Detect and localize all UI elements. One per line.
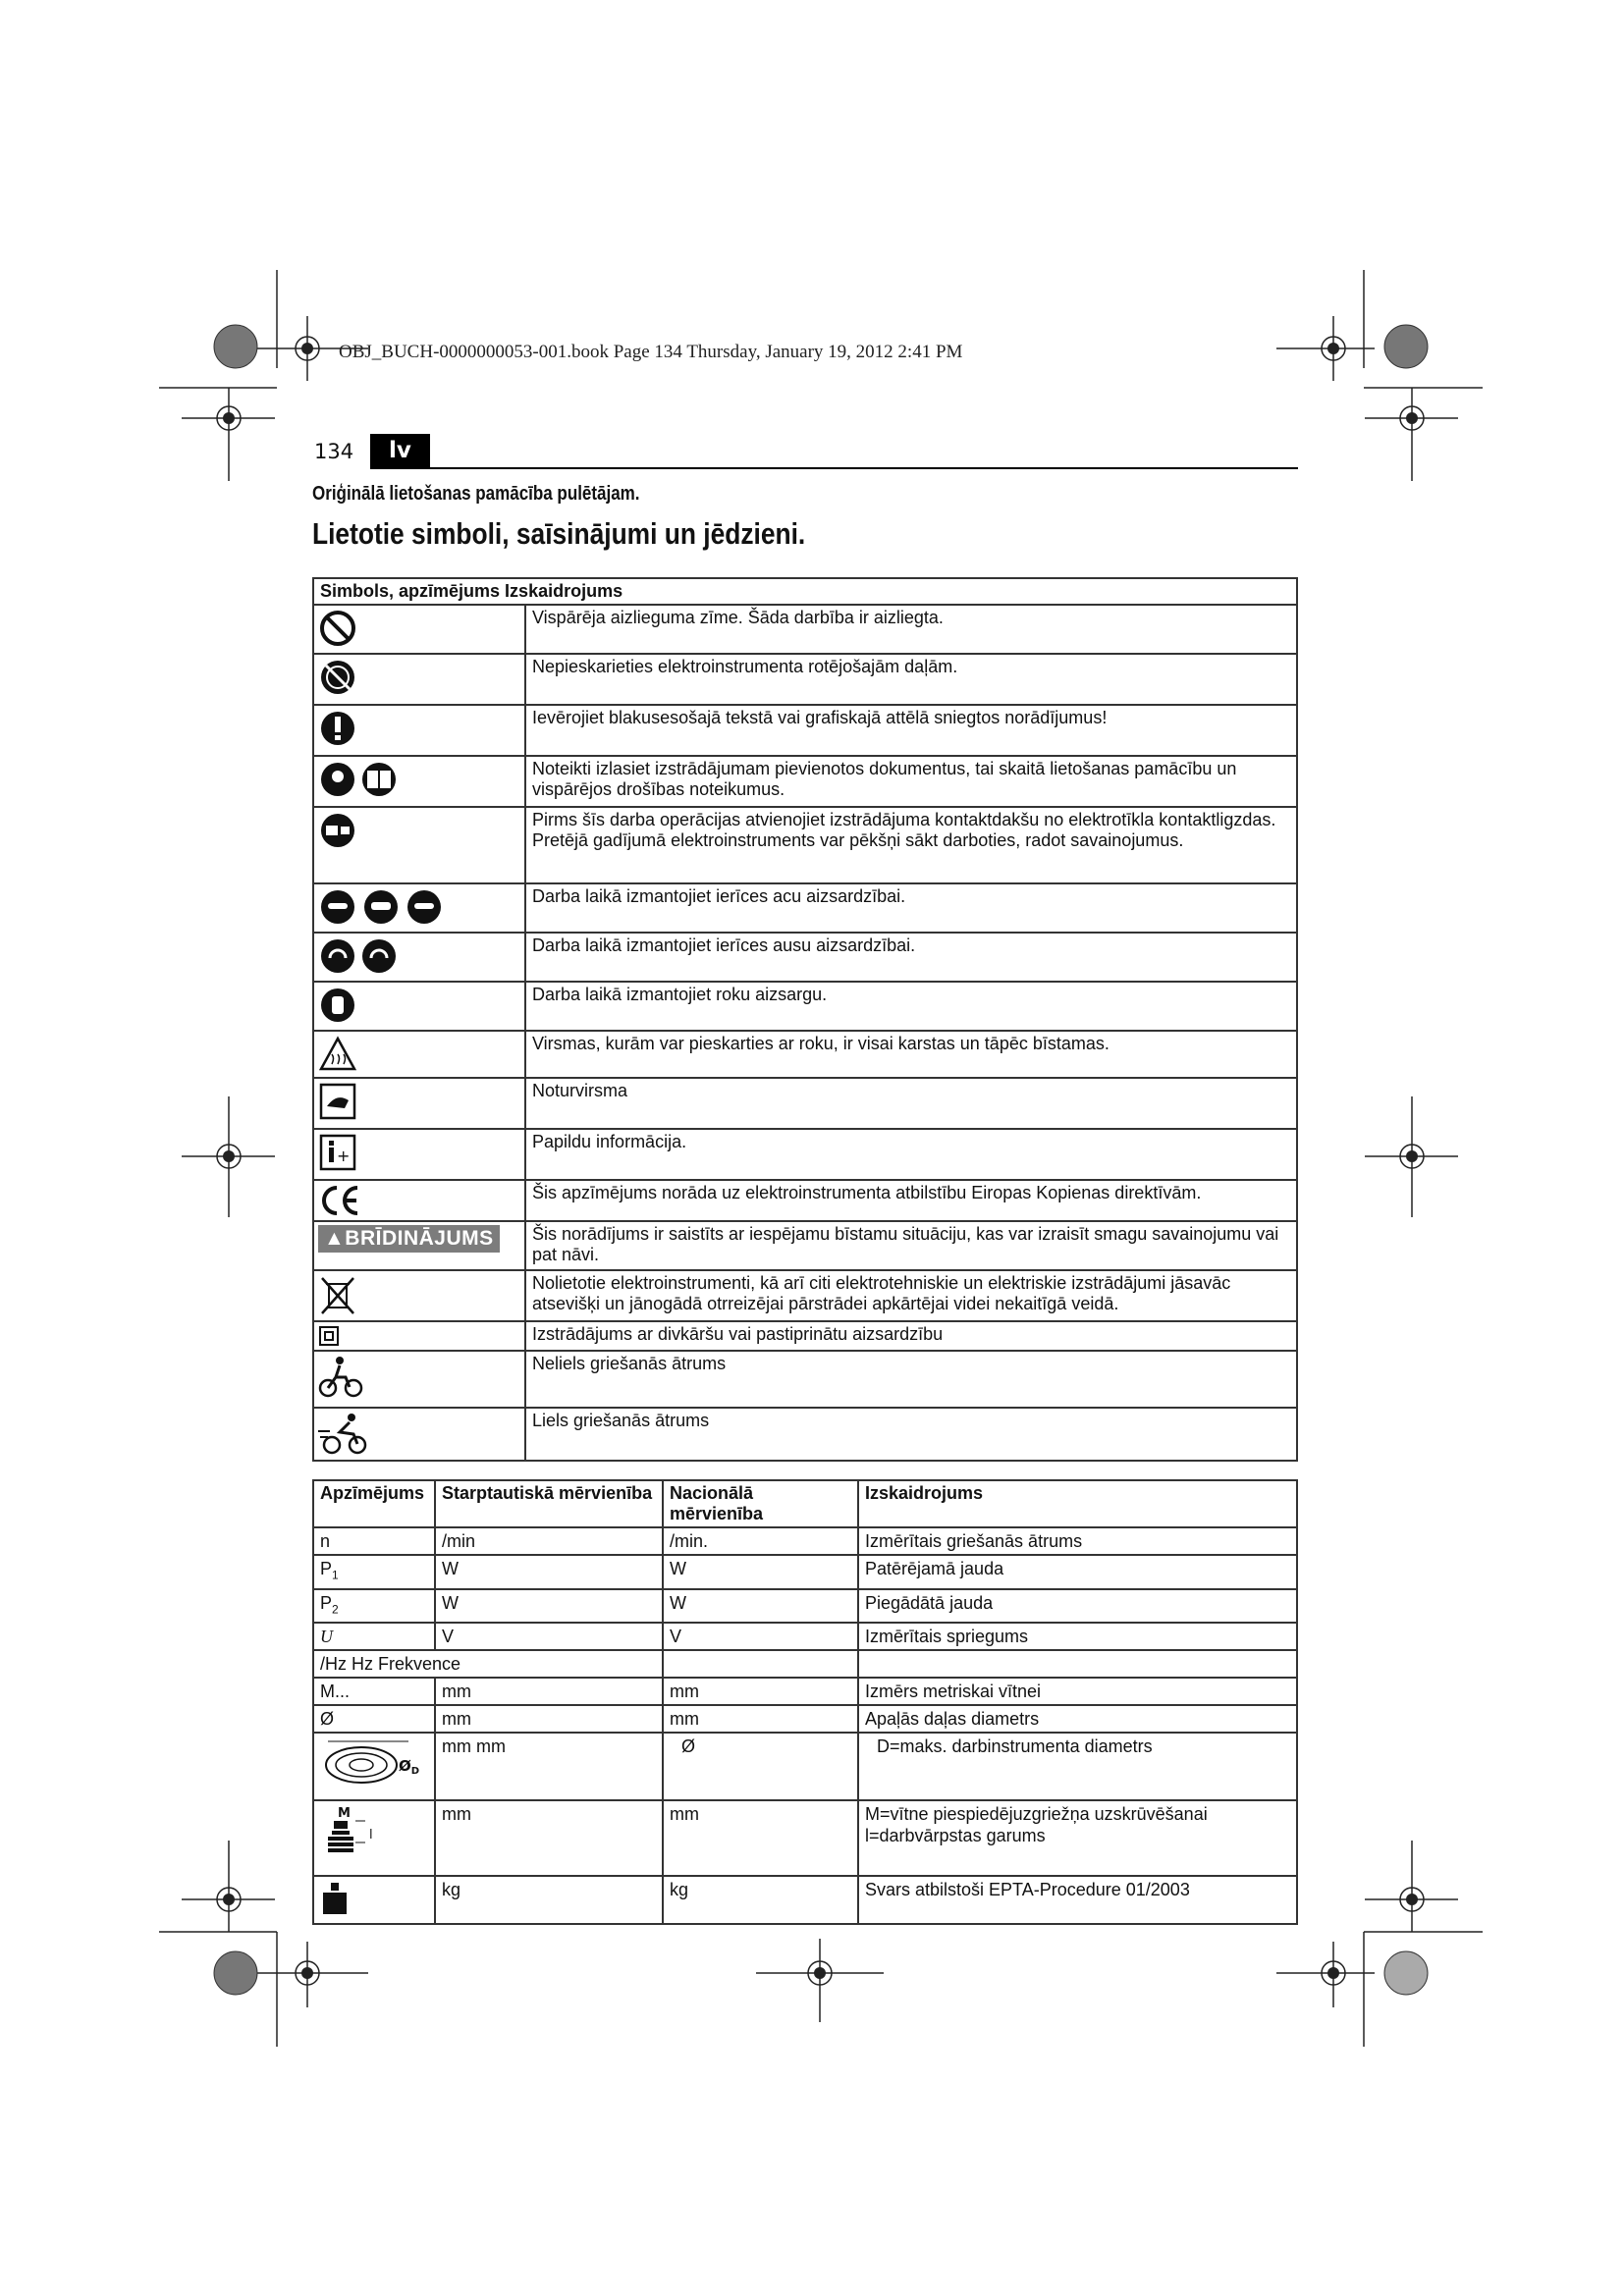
ear-protection-icon [318, 936, 403, 976]
weee-bin-icon [318, 1274, 357, 1317]
eye-protection-icon [318, 887, 448, 927]
table-row: M... mm mm Izmērs metriskai vītnei [313, 1678, 1297, 1705]
units-header-national: Nacionālā mērvienība [663, 1480, 858, 1527]
header-rule [370, 467, 1298, 469]
table-row [313, 756, 1297, 807]
table-row [313, 1351, 1297, 1408]
table-row [313, 807, 1297, 883]
table-row: /Hz Hz Frekvence [313, 1650, 1297, 1678]
symbol-description: Vispārēja aizlieguma zīme. Šāda darbība ir aizliegta. [525, 605, 1297, 654]
symbol-description: Virsmas, kurām var pieskarties ar roku, ir visai karstas un tāpēc bīstamas. [525, 1031, 1297, 1078]
unplug-icon [318, 811, 357, 850]
glove-icon [318, 986, 357, 1025]
table-row: n /min /min. Izmērītais griešanās ātrums [313, 1527, 1297, 1555]
table-row [313, 605, 1297, 654]
symbol-description: Nolietotie elektroinstrumenti, kā arī citi elektrotehniskie un elektriskie izstrādājumi jāsavāc atsevišķi un jānogādā otrreizējai pārstrādei apkārtējai videi nekaitīgā veidā. [525, 1270, 1297, 1321]
symbol-description: Šis apzīmējums norāda uz elektroinstrumenta atbilstību Eiropas Kopienas direktīvām. [525, 1180, 1297, 1221]
table-row [313, 1270, 1297, 1321]
no-touch-rotating-icon [318, 658, 357, 697]
table-row [313, 705, 1297, 756]
ce-mark-icon [318, 1184, 361, 1217]
book-info: OBJ_BUCH-0000000053-001.book Page 134 Thursday, January 19, 2012 2:41 PM [339, 342, 963, 362]
symbols-table-header: Simbols, apzīmējums Izskaidrojums [313, 578, 1297, 605]
svg-text:M: M [338, 1806, 351, 1822]
document-subtitle: Oriģinālā lietošanas pamācība pulētājam. [312, 483, 640, 505]
svg-text:+: + [337, 1147, 351, 1165]
table-row: kg kg Svars atbilstoši EPTA-Procedure 01/2003 [313, 1876, 1297, 1924]
table-row [313, 654, 1297, 705]
table-row: $P_2$ W W Piegādātā jauda [313, 1589, 1297, 1624]
svg-text:ØD: $Ø_D$ [399, 1757, 420, 1778]
table-row [313, 1321, 1297, 1351]
table-row [313, 1031, 1297, 1078]
symbol-description: Noteikti izlasiet izstrādājumam pievienotos dokumentus, tai skaitā lietošanas pamācību un vispārējos drošības noteikumus. [525, 756, 1297, 807]
hot-surface-icon [318, 1035, 357, 1074]
table-row: U V V Izmērītais spriegums [313, 1623, 1297, 1650]
units-header-explanation: Izskaidrojums [858, 1480, 1297, 1527]
info-icon [318, 1133, 357, 1172]
read-manual-icon [318, 760, 403, 799]
symbol-description: Papildu informācija. [525, 1129, 1297, 1180]
table-row: M l mm mm M=vītne piespiedējuzgriežņa uzskrūvēšanai l=darbvārpstas garums [313, 1800, 1297, 1876]
symbol-description: Nepieskarieties elektroinstrumenta rotējošajām daļām. [525, 654, 1297, 705]
symbol-description: Pirms šīs darba operācijas atvienojiet izstrādājuma kontaktdakšu no elektrotīkla kontaktligzdas. Pretējā gadījumā elektroinstruments var pēkšņi sākt darboties, radot savainojumus. [525, 807, 1297, 883]
fast-bike-icon [318, 1412, 373, 1455]
thread-length-icon [320, 1803, 389, 1868]
warning-badge: ▲BRĪDINĀJUMS [318, 1225, 500, 1253]
table-row [313, 883, 1297, 933]
table-row [313, 982, 1297, 1031]
units-table [312, 1479, 1298, 1925]
table-row [313, 1221, 1297, 1270]
table-row [313, 1408, 1297, 1461]
page-number: 134 [314, 440, 354, 463]
table-row [313, 1129, 1297, 1180]
symbol-description: Ievērojiet blakusesošajā tekstā vai grafiskajā attēlā sniegtos norādījumus! [525, 705, 1297, 756]
svg-text:l: l [369, 1828, 373, 1843]
disc-diameter-icon [320, 1735, 422, 1792]
weight-icon [320, 1879, 350, 1916]
prohibition-icon [318, 609, 357, 648]
warning-triangle-icon: ▲ [324, 1227, 346, 1250]
symbol-description: Darba laikā izmantojiet roku aizsargu. [525, 982, 1297, 1031]
symbol-description: Noturvirsma [525, 1078, 1297, 1129]
symbol-description: Šis norādījums ir saistīts ar iespējamu bīstamu situāciju, kas var izraisīt smagu savainojumu vai pat nāvi. [525, 1221, 1297, 1270]
symbols-table [312, 577, 1298, 1462]
page-title: Lietotie simboli, saīsinājumi un jēdzieni. [312, 516, 806, 551]
symbol-description: Izstrādājums ar divkāršu vai pastiprinātu aizsardzību [525, 1321, 1297, 1351]
table-row: Ø mm mm Apaļās daļas diametrs [313, 1705, 1297, 1733]
exclamation-icon [318, 709, 357, 748]
table-row [313, 933, 1297, 982]
units-header-designation: Apzīmējums [313, 1480, 435, 1527]
language-tab: lv [370, 434, 430, 467]
double-insulation-icon [318, 1325, 340, 1347]
grip-surface-icon [318, 1082, 357, 1121]
table-row: $Ø_D$ mm mm Ø D=maks. darbinstrumenta diametrs [313, 1733, 1297, 1800]
slow-bike-icon [318, 1355, 363, 1398]
units-header-international: Starptautiskā mērvienība [435, 1480, 663, 1527]
symbol-description: Liels griešanās ātrums [525, 1408, 1297, 1461]
symbol-description: Neliels griešanās ātrums [525, 1351, 1297, 1408]
symbol-description: Darba laikā izmantojiet ierīces ausu aizsardzībai. [525, 933, 1297, 982]
table-row: $P_1$ W W Patērējamā jauda [313, 1555, 1297, 1589]
table-row [313, 1180, 1297, 1221]
symbol-description: Darba laikā izmantojiet ierīces acu aizsardzībai. [525, 883, 1297, 933]
table-row [313, 1078, 1297, 1129]
